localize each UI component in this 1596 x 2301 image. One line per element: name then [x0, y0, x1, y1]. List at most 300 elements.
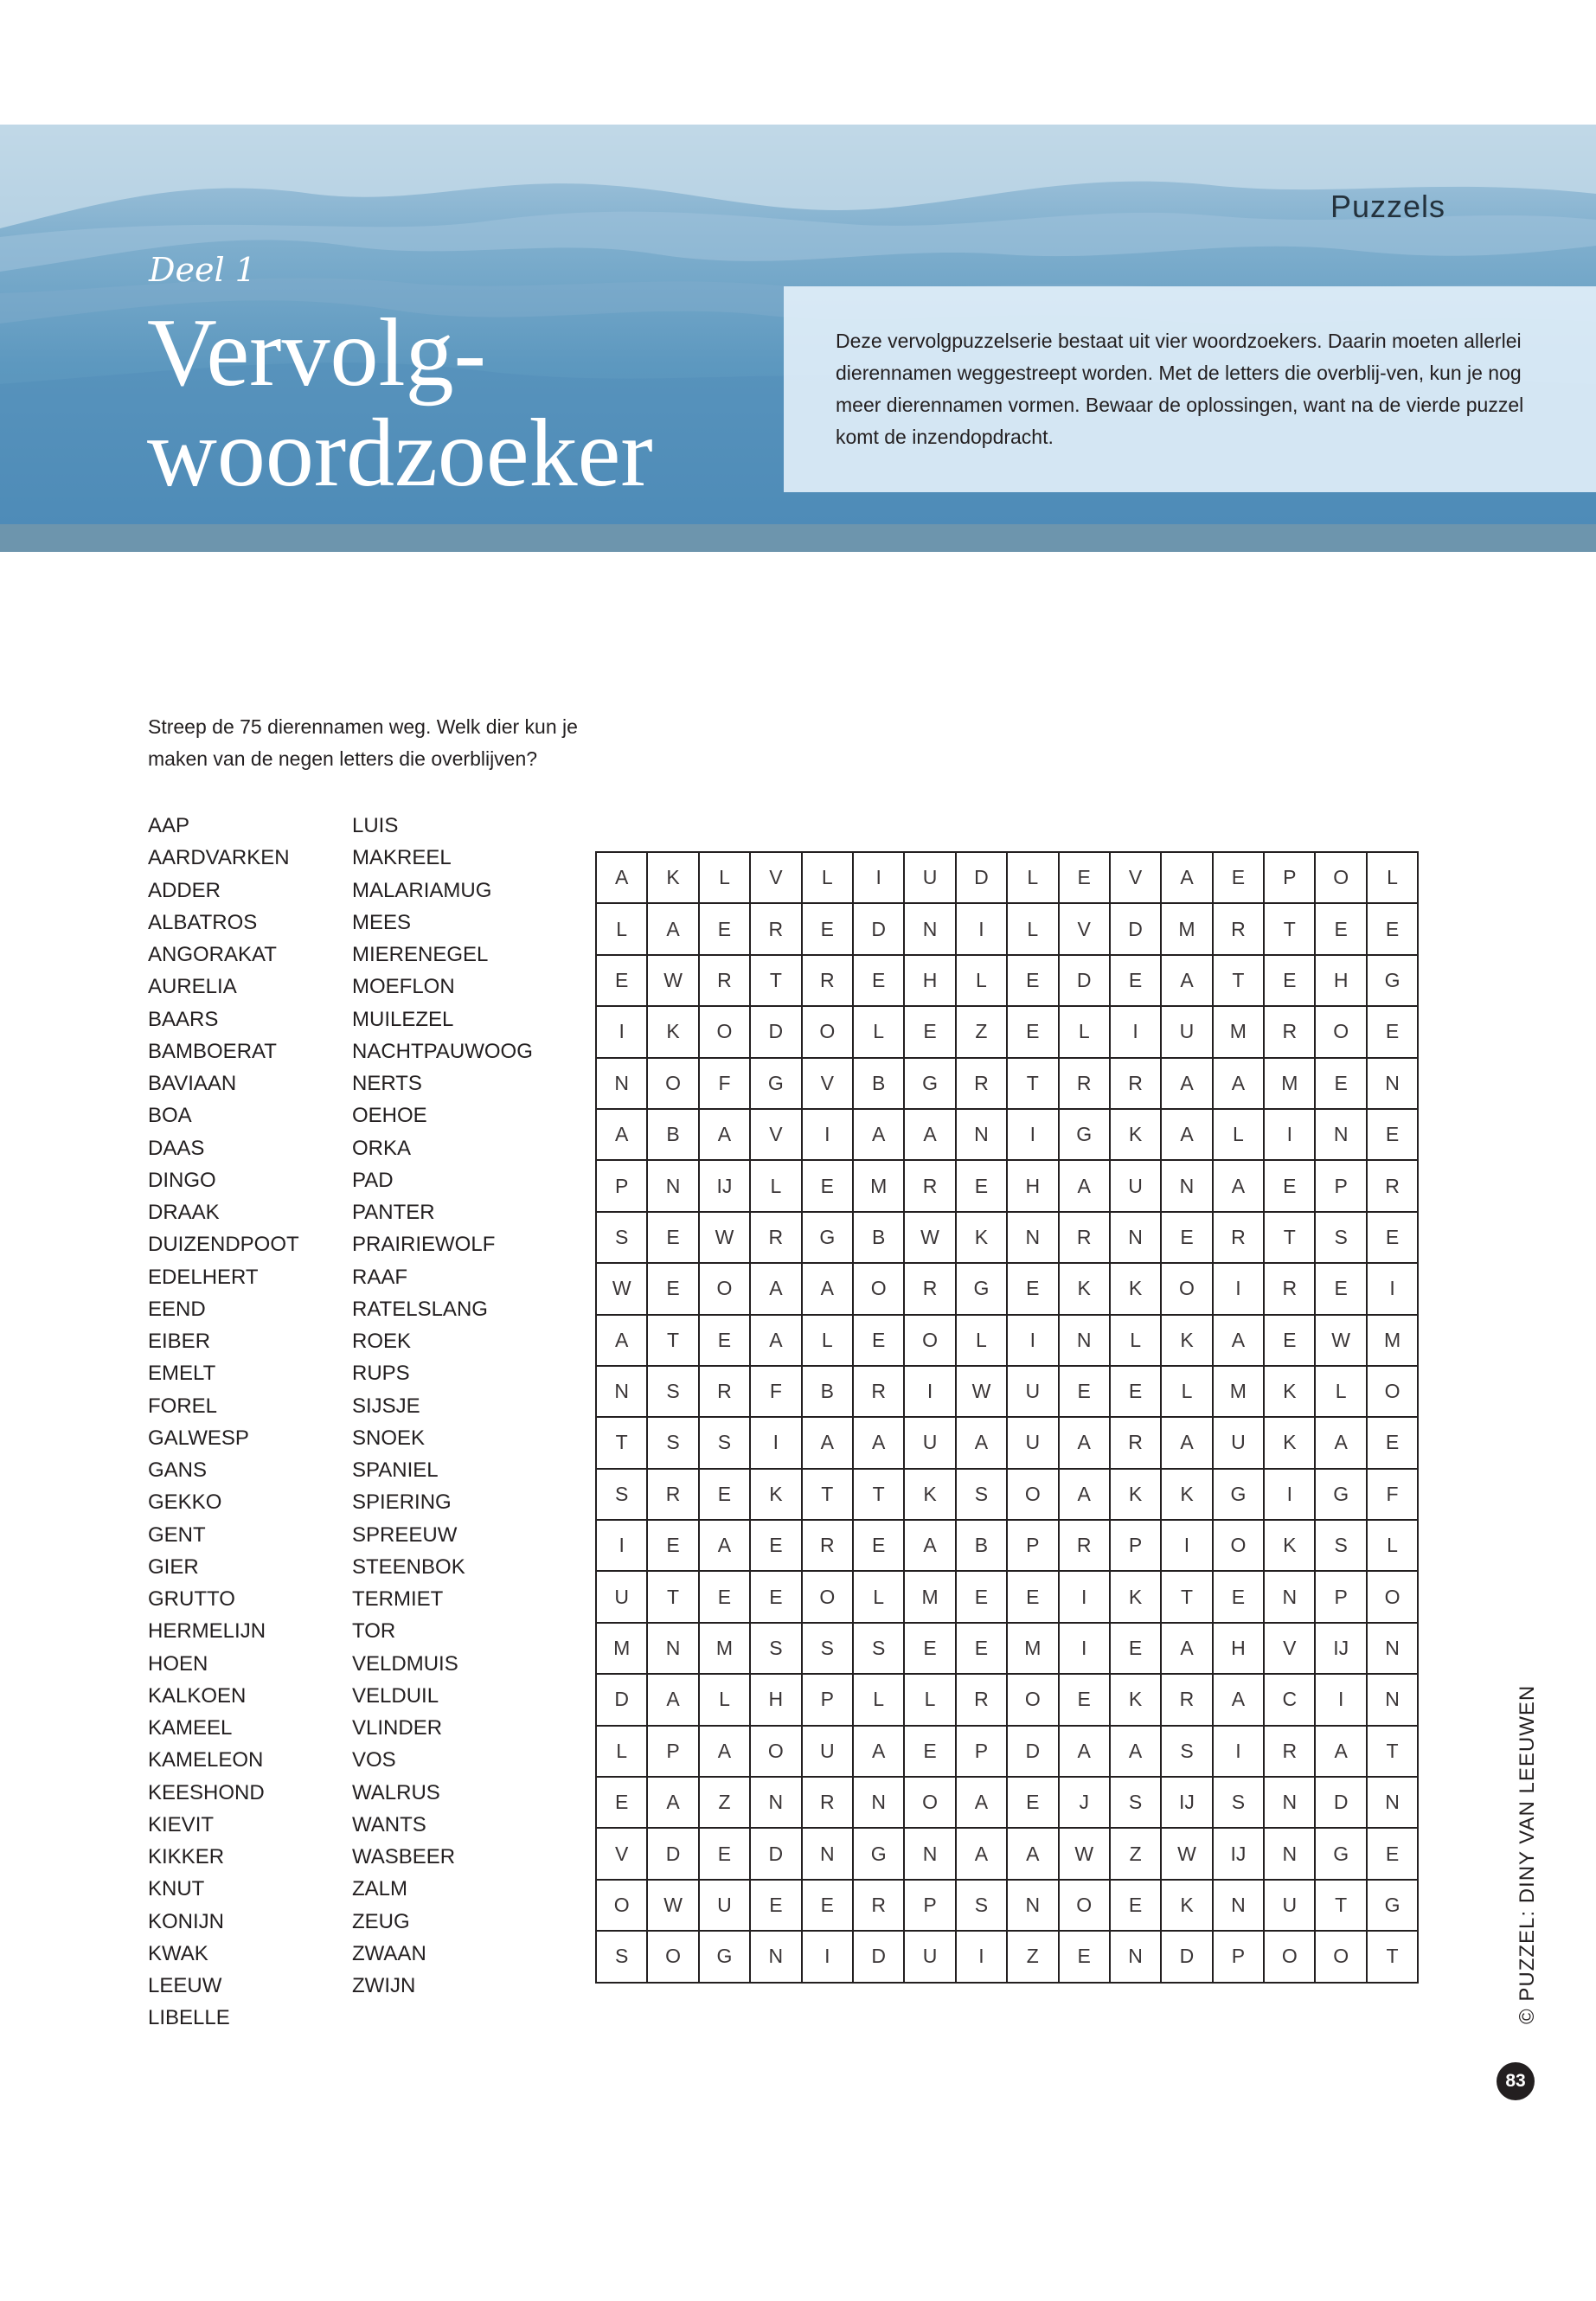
grid-cell[interactable]: R [905, 1264, 956, 1315]
grid-cell[interactable]: R [1265, 1264, 1316, 1315]
grid-cell[interactable]: E [1008, 956, 1059, 1007]
grid-cell[interactable]: V [803, 1059, 854, 1110]
grid-cell[interactable]: O [1265, 1932, 1316, 1983]
grid-cell[interactable]: L [700, 853, 751, 904]
grid-cell[interactable]: E [1008, 1264, 1059, 1315]
grid-cell[interactable]: T [597, 1418, 648, 1469]
grid-cell[interactable]: B [803, 1367, 854, 1418]
grid-cell[interactable]: L [1316, 1367, 1367, 1418]
grid-cell[interactable]: S [597, 1470, 648, 1521]
grid-cell[interactable]: W [1316, 1316, 1367, 1367]
grid-cell[interactable]: E [957, 1572, 1008, 1623]
grid-cell[interactable]: N [1368, 1059, 1419, 1110]
grid-cell[interactable]: P [957, 1727, 1008, 1778]
grid-cell[interactable]: E [803, 1161, 854, 1212]
grid-cell[interactable]: N [597, 1059, 648, 1110]
grid-cell[interactable]: S [1316, 1521, 1367, 1572]
grid-cell[interactable]: I [1214, 1264, 1265, 1315]
grid-cell[interactable]: A [1162, 1418, 1213, 1469]
grid-cell[interactable]: R [957, 1059, 1008, 1110]
grid-cell[interactable]: V [1060, 904, 1111, 955]
grid-cell[interactable]: A [700, 1110, 751, 1161]
grid-cell[interactable]: A [1162, 1059, 1213, 1110]
grid-cell[interactable]: T [1008, 1059, 1059, 1110]
grid-cell[interactable]: B [854, 1213, 905, 1264]
grid-cell[interactable]: L [803, 853, 854, 904]
grid-cell[interactable]: E [1060, 1675, 1111, 1726]
grid-cell[interactable]: A [905, 1110, 956, 1161]
grid-cell[interactable]: K [1111, 1110, 1162, 1161]
grid-cell[interactable]: I [1060, 1624, 1111, 1675]
grid-cell[interactable]: H [1214, 1624, 1265, 1675]
grid-cell[interactable]: O [648, 1932, 699, 1983]
grid-cell[interactable]: E [751, 1572, 802, 1623]
grid-cell[interactable]: R [751, 1213, 802, 1264]
grid-cell[interactable]: R [854, 1881, 905, 1932]
grid-cell[interactable]: E [700, 904, 751, 955]
grid-cell[interactable]: N [1008, 1881, 1059, 1932]
grid-cell[interactable]: G [905, 1059, 956, 1110]
grid-cell[interactable]: A [957, 1829, 1008, 1880]
grid-cell[interactable]: N [854, 1778, 905, 1829]
grid-cell[interactable]: L [1214, 1110, 1265, 1161]
grid-cell[interactable]: O [1316, 853, 1367, 904]
grid-cell[interactable]: O [1368, 1572, 1419, 1623]
grid-cell[interactable]: A [648, 1675, 699, 1726]
grid-cell[interactable]: A [700, 1727, 751, 1778]
grid-cell[interactable]: A [1162, 956, 1213, 1007]
grid-cell[interactable]: E [854, 1316, 905, 1367]
grid-cell[interactable]: P [1111, 1521, 1162, 1572]
grid-cell[interactable]: W [905, 1213, 956, 1264]
grid-cell[interactable]: Z [1111, 1829, 1162, 1880]
grid-cell[interactable]: E [1265, 1316, 1316, 1367]
grid-cell[interactable]: G [751, 1059, 802, 1110]
grid-cell[interactable]: A [1162, 1624, 1213, 1675]
grid-cell[interactable]: E [597, 1778, 648, 1829]
grid-cell[interactable]: F [700, 1059, 751, 1110]
grid-cell[interactable]: E [1162, 1213, 1213, 1264]
grid-cell[interactable]: G [1368, 1881, 1419, 1932]
grid-cell[interactable]: A [1111, 1727, 1162, 1778]
grid-cell[interactable]: O [1368, 1367, 1419, 1418]
grid-cell[interactable]: R [1060, 1213, 1111, 1264]
grid-cell[interactable]: U [1214, 1418, 1265, 1469]
grid-cell[interactable]: U [1265, 1881, 1316, 1932]
grid-cell[interactable]: T [648, 1316, 699, 1367]
grid-cell[interactable]: Z [1008, 1932, 1059, 1983]
grid-cell[interactable]: M [1214, 1367, 1265, 1418]
grid-cell[interactable]: L [751, 1161, 802, 1212]
grid-cell[interactable]: E [1111, 1881, 1162, 1932]
grid-cell[interactable]: I [1008, 1110, 1059, 1161]
grid-cell[interactable]: A [597, 853, 648, 904]
grid-cell[interactable]: W [1060, 1829, 1111, 1880]
grid-cell[interactable]: A [597, 1316, 648, 1367]
grid-cell[interactable]: E [1008, 1572, 1059, 1623]
grid-cell[interactable]: A [803, 1418, 854, 1469]
grid-cell[interactable]: A [700, 1521, 751, 1572]
grid-cell[interactable]: U [597, 1572, 648, 1623]
grid-cell[interactable]: E [597, 956, 648, 1007]
grid-cell[interactable]: O [700, 1007, 751, 1058]
grid-cell[interactable]: A [1214, 1316, 1265, 1367]
grid-cell[interactable]: I [803, 1110, 854, 1161]
grid-cell[interactable]: O [1316, 1007, 1367, 1058]
grid-cell[interactable]: L [1368, 853, 1419, 904]
grid-cell[interactable]: U [1111, 1161, 1162, 1212]
grid-cell[interactable]: E [1368, 1213, 1419, 1264]
grid-cell[interactable]: B [854, 1059, 905, 1110]
grid-cell[interactable]: W [648, 1881, 699, 1932]
grid-cell[interactable]: A [1214, 1675, 1265, 1726]
grid-cell[interactable]: E [1111, 1624, 1162, 1675]
grid-cell[interactable]: E [1060, 1932, 1111, 1983]
grid-cell[interactable]: E [648, 1213, 699, 1264]
grid-cell[interactable]: P [597, 1161, 648, 1212]
grid-cell[interactable]: T [1265, 1213, 1316, 1264]
grid-cell[interactable]: S [854, 1624, 905, 1675]
grid-cell[interactable]: O [751, 1727, 802, 1778]
grid-cell[interactable]: K [1111, 1264, 1162, 1315]
grid-cell[interactable]: E [1368, 1110, 1419, 1161]
grid-cell[interactable]: O [854, 1264, 905, 1315]
grid-cell[interactable]: S [751, 1624, 802, 1675]
grid-cell[interactable]: A [1008, 1829, 1059, 1880]
grid-cell[interactable]: N [751, 1932, 802, 1983]
grid-cell[interactable]: L [854, 1572, 905, 1623]
grid-cell[interactable]: G [957, 1264, 1008, 1315]
grid-cell[interactable]: E [700, 1572, 751, 1623]
grid-cell[interactable]: I [1111, 1007, 1162, 1058]
grid-cell[interactable]: I [854, 853, 905, 904]
grid-cell[interactable]: A [803, 1264, 854, 1315]
grid-cell[interactable]: R [1265, 1727, 1316, 1778]
grid-cell[interactable]: E [700, 1829, 751, 1880]
grid-cell[interactable]: G [1368, 956, 1419, 1007]
grid-cell[interactable]: R [1214, 904, 1265, 955]
grid-cell[interactable]: N [1265, 1829, 1316, 1880]
grid-cell[interactable]: K [1162, 1881, 1213, 1932]
grid-cell[interactable]: E [1368, 1418, 1419, 1469]
grid-cell[interactable]: IJ [1162, 1778, 1213, 1829]
grid-cell[interactable]: N [1368, 1675, 1419, 1726]
grid-cell[interactable]: D [1008, 1727, 1059, 1778]
grid-cell[interactable]: I [1060, 1572, 1111, 1623]
grid-cell[interactable]: I [1162, 1521, 1213, 1572]
grid-cell[interactable]: S [957, 1470, 1008, 1521]
grid-cell[interactable]: R [1265, 1007, 1316, 1058]
grid-cell[interactable]: T [1214, 956, 1265, 1007]
grid-cell[interactable]: E [1368, 1829, 1419, 1880]
grid-cell[interactable]: A [1060, 1470, 1111, 1521]
grid-cell[interactable]: G [803, 1213, 854, 1264]
grid-cell[interactable]: W [1162, 1829, 1213, 1880]
grid-cell[interactable]: U [1162, 1007, 1213, 1058]
grid-cell[interactable]: B [957, 1521, 1008, 1572]
grid-cell[interactable]: E [700, 1470, 751, 1521]
grid-cell[interactable]: K [648, 853, 699, 904]
grid-cell[interactable]: O [1008, 1470, 1059, 1521]
grid-cell[interactable]: A [1214, 1059, 1265, 1110]
grid-cell[interactable]: R [700, 956, 751, 1007]
grid-cell[interactable]: E [1008, 1778, 1059, 1829]
grid-cell[interactable]: R [700, 1367, 751, 1418]
grid-cell[interactable]: A [648, 904, 699, 955]
grid-cell[interactable]: IJ [700, 1161, 751, 1212]
grid-cell[interactable]: O [700, 1264, 751, 1315]
grid-cell[interactable]: T [1265, 904, 1316, 955]
grid-cell[interactable]: I [803, 1932, 854, 1983]
grid-cell[interactable]: D [1060, 956, 1111, 1007]
grid-cell[interactable]: N [1214, 1881, 1265, 1932]
grid-cell[interactable]: S [957, 1881, 1008, 1932]
grid-cell[interactable]: W [957, 1367, 1008, 1418]
grid-cell[interactable]: O [1162, 1264, 1213, 1315]
grid-cell[interactable]: K [1265, 1418, 1316, 1469]
grid-cell[interactable]: K [1111, 1675, 1162, 1726]
grid-cell[interactable]: A [957, 1418, 1008, 1469]
grid-cell[interactable]: N [648, 1624, 699, 1675]
grid-cell[interactable]: A [1162, 1110, 1213, 1161]
grid-cell[interactable]: D [957, 853, 1008, 904]
grid-cell[interactable]: R [1111, 1418, 1162, 1469]
grid-cell[interactable]: E [1111, 1367, 1162, 1418]
grid-cell[interactable]: E [1214, 853, 1265, 904]
grid-cell[interactable]: I [1265, 1470, 1316, 1521]
grid-cell[interactable]: F [1368, 1470, 1419, 1521]
grid-cell[interactable]: K [751, 1470, 802, 1521]
grid-cell[interactable]: N [1265, 1778, 1316, 1829]
grid-cell[interactable]: K [1111, 1572, 1162, 1623]
grid-cell[interactable]: T [1368, 1932, 1419, 1983]
grid-cell[interactable]: I [1008, 1316, 1059, 1367]
grid-cell[interactable]: L [1111, 1316, 1162, 1367]
grid-cell[interactable]: L [854, 1007, 905, 1058]
grid-cell[interactable]: P [905, 1881, 956, 1932]
grid-cell[interactable]: D [854, 904, 905, 955]
grid-cell[interactable]: E [1368, 904, 1419, 955]
grid-cell[interactable]: B [648, 1110, 699, 1161]
grid-cell[interactable]: I [1368, 1264, 1419, 1315]
grid-cell[interactable]: L [957, 956, 1008, 1007]
grid-cell[interactable]: P [1265, 853, 1316, 904]
grid-cell[interactable]: P [648, 1727, 699, 1778]
grid-cell[interactable]: N [1368, 1624, 1419, 1675]
grid-cell[interactable]: L [1368, 1521, 1419, 1572]
grid-cell[interactable]: P [803, 1675, 854, 1726]
grid-cell[interactable]: I [1214, 1727, 1265, 1778]
grid-cell[interactable]: E [803, 904, 854, 955]
grid-cell[interactable]: O [905, 1778, 956, 1829]
grid-cell[interactable]: G [1316, 1829, 1367, 1880]
grid-cell[interactable]: O [1008, 1675, 1059, 1726]
grid-cell[interactable]: K [1265, 1367, 1316, 1418]
grid-cell[interactable]: Z [957, 1007, 1008, 1058]
grid-cell[interactable]: A [597, 1110, 648, 1161]
grid-cell[interactable]: U [905, 1932, 956, 1983]
grid-cell[interactable]: E [1316, 1264, 1367, 1315]
grid-cell[interactable]: G [1316, 1470, 1367, 1521]
word-search-grid[interactable] [595, 851, 1419, 1984]
grid-cell[interactable]: O [803, 1572, 854, 1623]
grid-cell[interactable]: T [648, 1572, 699, 1623]
grid-cell[interactable]: G [854, 1829, 905, 1880]
grid-cell[interactable]: N [803, 1829, 854, 1880]
grid-cell[interactable]: R [1162, 1675, 1213, 1726]
grid-cell[interactable]: R [854, 1367, 905, 1418]
grid-cell[interactable]: E [648, 1264, 699, 1315]
grid-cell[interactable]: W [700, 1213, 751, 1264]
grid-cell[interactable]: A [1060, 1418, 1111, 1469]
grid-cell[interactable]: R [1111, 1059, 1162, 1110]
grid-cell[interactable]: O [905, 1316, 956, 1367]
grid-cell[interactable]: N [957, 1110, 1008, 1161]
grid-cell[interactable]: N [1111, 1213, 1162, 1264]
grid-cell[interactable]: K [957, 1213, 1008, 1264]
grid-cell[interactable]: U [905, 853, 956, 904]
grid-cell[interactable]: D [751, 1007, 802, 1058]
grid-cell[interactable]: P [1316, 1572, 1367, 1623]
grid-cell[interactable]: R [905, 1161, 956, 1212]
grid-cell[interactable]: A [905, 1521, 956, 1572]
grid-cell[interactable]: M [905, 1572, 956, 1623]
grid-cell[interactable]: A [854, 1727, 905, 1778]
grid-cell[interactable]: E [854, 1521, 905, 1572]
grid-cell[interactable]: F [751, 1367, 802, 1418]
grid-cell[interactable]: A [751, 1316, 802, 1367]
grid-cell[interactable]: K [1162, 1470, 1213, 1521]
grid-cell[interactable]: A [1060, 1161, 1111, 1212]
grid-cell[interactable]: T [1316, 1881, 1367, 1932]
grid-cell[interactable]: R [803, 956, 854, 1007]
grid-cell[interactable]: S [700, 1418, 751, 1469]
grid-cell[interactable]: O [1060, 1881, 1111, 1932]
grid-cell[interactable]: E [905, 1727, 956, 1778]
grid-cell[interactable]: N [751, 1778, 802, 1829]
grid-cell[interactable]: E [1368, 1007, 1419, 1058]
grid-cell[interactable]: C [1265, 1675, 1316, 1726]
grid-cell[interactable]: N [1368, 1778, 1419, 1829]
grid-cell[interactable]: M [1214, 1007, 1265, 1058]
grid-cell[interactable]: V [751, 853, 802, 904]
grid-cell[interactable]: M [1265, 1059, 1316, 1110]
grid-cell[interactable]: D [854, 1932, 905, 1983]
grid-cell[interactable]: R [1368, 1161, 1419, 1212]
grid-cell[interactable]: L [597, 1727, 648, 1778]
grid-cell[interactable]: M [1008, 1624, 1059, 1675]
grid-cell[interactable]: M [1162, 904, 1213, 955]
grid-cell[interactable]: S [803, 1624, 854, 1675]
grid-cell[interactable]: L [957, 1316, 1008, 1367]
grid-cell[interactable]: G [700, 1932, 751, 1983]
grid-cell[interactable]: A [854, 1110, 905, 1161]
grid-cell[interactable]: V [751, 1110, 802, 1161]
grid-cell[interactable]: S [1316, 1213, 1367, 1264]
grid-cell[interactable]: W [597, 1264, 648, 1315]
grid-cell[interactable]: K [1265, 1521, 1316, 1572]
grid-cell[interactable]: G [1214, 1470, 1265, 1521]
grid-cell[interactable]: S [1162, 1727, 1213, 1778]
grid-cell[interactable]: A [1162, 853, 1213, 904]
grid-cell[interactable]: L [1008, 853, 1059, 904]
grid-cell[interactable]: M [1368, 1316, 1419, 1367]
grid-cell[interactable]: E [1060, 1367, 1111, 1418]
grid-cell[interactable]: I [905, 1367, 956, 1418]
grid-cell[interactable]: D [597, 1675, 648, 1726]
grid-cell[interactable]: N [1265, 1572, 1316, 1623]
grid-cell[interactable]: A [957, 1778, 1008, 1829]
grid-cell[interactable]: IJ [1316, 1624, 1367, 1675]
grid-cell[interactable]: D [1162, 1932, 1213, 1983]
grid-cell[interactable]: E [751, 1521, 802, 1572]
grid-cell[interactable]: I [597, 1521, 648, 1572]
grid-cell[interactable]: P [1316, 1161, 1367, 1212]
grid-cell[interactable]: IJ [1214, 1829, 1265, 1880]
grid-cell[interactable]: S [648, 1367, 699, 1418]
grid-cell[interactable]: K [1162, 1316, 1213, 1367]
grid-cell[interactable]: A [1060, 1727, 1111, 1778]
grid-cell[interactable]: R [1214, 1213, 1265, 1264]
grid-cell[interactable]: N [905, 1829, 956, 1880]
grid-cell[interactable]: K [905, 1470, 956, 1521]
grid-cell[interactable]: K [1111, 1470, 1162, 1521]
grid-cell[interactable]: S [597, 1213, 648, 1264]
grid-cell[interactable]: V [597, 1829, 648, 1880]
grid-cell[interactable]: U [1008, 1418, 1059, 1469]
grid-cell[interactable]: K [1060, 1264, 1111, 1315]
grid-cell[interactable]: N [1060, 1316, 1111, 1367]
grid-cell[interactable]: U [700, 1881, 751, 1932]
grid-cell[interactable]: K [648, 1007, 699, 1058]
grid-cell[interactable]: E [1265, 956, 1316, 1007]
grid-cell[interactable]: R [1060, 1059, 1111, 1110]
grid-cell[interactable]: P [1214, 1932, 1265, 1983]
grid-cell[interactable]: E [803, 1881, 854, 1932]
grid-cell[interactable]: R [803, 1778, 854, 1829]
grid-cell[interactable]: S [1214, 1778, 1265, 1829]
grid-cell[interactable]: T [854, 1470, 905, 1521]
grid-cell[interactable]: E [1214, 1572, 1265, 1623]
grid-cell[interactable]: S [648, 1418, 699, 1469]
grid-cell[interactable]: T [803, 1470, 854, 1521]
grid-cell[interactable]: O [1214, 1521, 1265, 1572]
grid-cell[interactable]: A [648, 1778, 699, 1829]
grid-cell[interactable]: M [854, 1161, 905, 1212]
grid-cell[interactable]: W [648, 956, 699, 1007]
grid-cell[interactable]: A [1316, 1727, 1367, 1778]
grid-cell[interactable]: N [905, 904, 956, 955]
grid-cell[interactable]: E [751, 1881, 802, 1932]
grid-cell[interactable]: I [1316, 1675, 1367, 1726]
grid-cell[interactable]: H [751, 1675, 802, 1726]
grid-cell[interactable]: O [803, 1007, 854, 1058]
grid-cell[interactable]: H [905, 956, 956, 1007]
grid-cell[interactable]: T [1368, 1727, 1419, 1778]
grid-cell[interactable]: E [1060, 853, 1111, 904]
grid-cell[interactable]: U [905, 1418, 956, 1469]
grid-cell[interactable]: I [1265, 1110, 1316, 1161]
grid-cell[interactable]: L [597, 904, 648, 955]
grid-cell[interactable]: E [905, 1624, 956, 1675]
grid-cell[interactable]: L [854, 1675, 905, 1726]
grid-cell[interactable]: R [751, 904, 802, 955]
grid-cell[interactable]: E [1316, 904, 1367, 955]
grid-cell[interactable]: R [957, 1675, 1008, 1726]
grid-cell[interactable]: E [854, 956, 905, 1007]
grid-cell[interactable]: D [648, 1829, 699, 1880]
grid-cell[interactable]: A [854, 1418, 905, 1469]
